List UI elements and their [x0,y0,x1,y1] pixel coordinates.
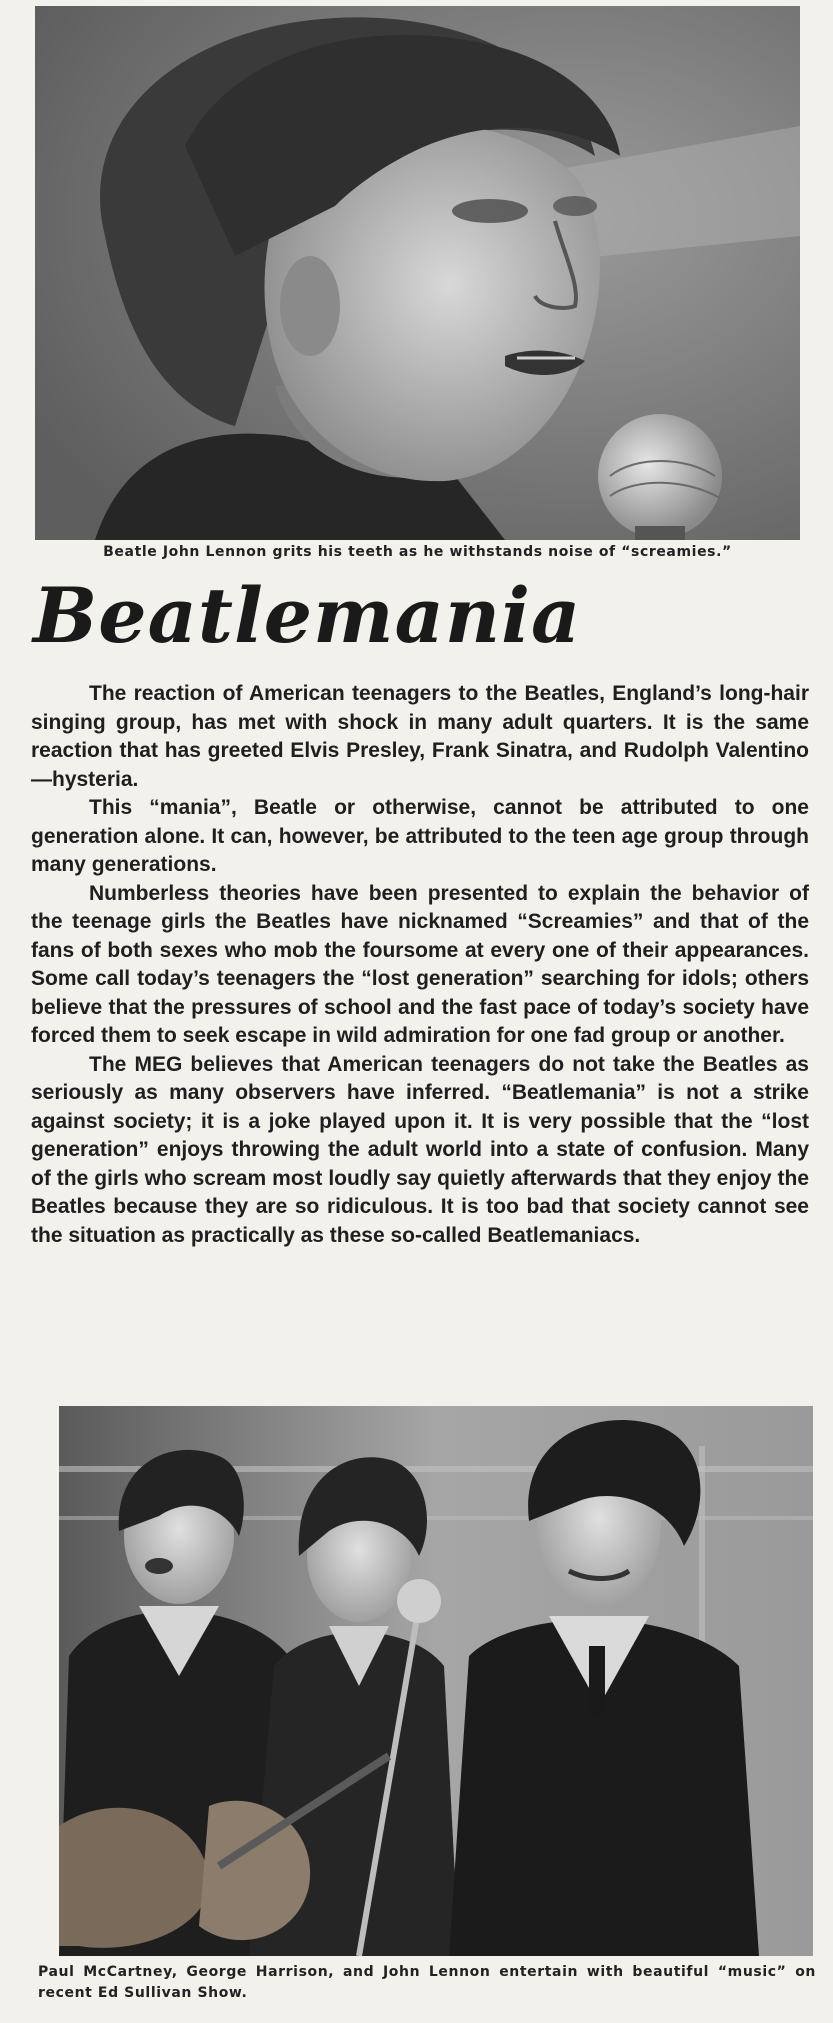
article-paragraph-4: The MEG believes that American teenagers do not take the Beatles as seriously as many observers have inferred. “Beatlemania” is not a strike against society; it is a joke played upon it. It is very possible that the “lost generation” enjoys throwing the adult world into a state of confusion. Many of the girls who scream most loudly say quietly afterwards that they enjoy the Beatles because they are so ridiculous. It is too bad that society cannot see the situation as practically as these so-called Beatlemaniacs. [31,1052,809,1247]
photo-beatles-performing [59,1406,813,1956]
article-paragraph-3: Numberless theories have been presented to explain the behavior of the teenage girls the Beatles have nicknamed “Screamies” and that of the fans of both sexes who mob the foursome at every one of their appearances. Some call today’s teenagers the “lost generation” searching for idols; others believe that the pressures of school and the fast pace of today’s society have forced them to seek escape in wild admiration for one fad group or another. [31,881,809,1047]
caption-top-photo: Beatle John Lennon grits his teeth as he withstands noise of “screamies.” [103,544,732,560]
article-body [31,680,809,1250]
article-paragraph-2: This “mania”, Beatle or otherwise, cannot be attributed to one generation alone. It can, however, be attributed to the teen age group through many generations. [31,796,809,876]
photo-top-illustration [35,6,800,540]
photo-bottom-illustration [59,1406,813,1956]
article-title: Beatlemania [33,571,582,660]
photo-john-lennon-closeup [35,6,800,540]
article-paragraph-1: The reaction of American teenagers to the Beatles, England’s long-hair singing group, has met with shock in many adult quarters. It is the same reaction that has greeted Elvis Presley, Frank Sinatra, and Rudolph Valentino—hysteria. [31,682,809,791]
caption-bottom-photo: Paul McCartney, George Harrison, and John Lennon entertain with beautiful “music” on recent Ed Sullivan Show. [38,1964,816,2001]
